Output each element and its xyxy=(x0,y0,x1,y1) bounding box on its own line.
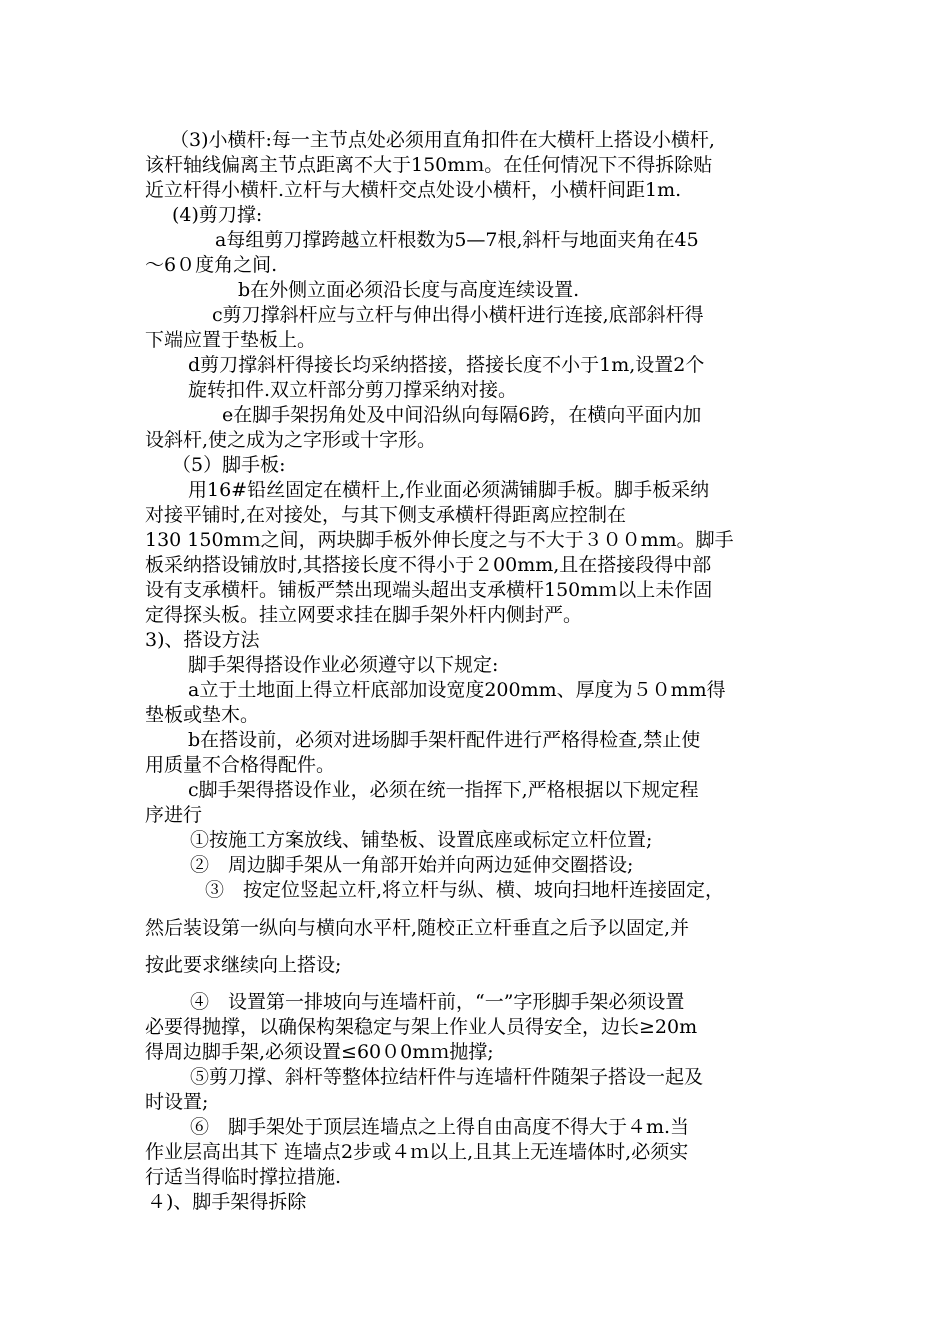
text-line: ⑥ 脚手架处于顶层连墙点之上得自由高度不得大于４m.当 xyxy=(190,1116,690,1138)
text-line: d剪刀撑斜杆得接长均采纳搭接，搭接长度不小于1m,设置2个 xyxy=(188,354,705,376)
text-line: 设斜杆,使之成为之字形或十字形。 xyxy=(145,429,437,451)
text-line: 板采纳搭设铺放时,其搭接长度不得小于２00mm,且在搭接段得中部 xyxy=(145,554,712,576)
text-line: ④ 设置第一排坡向与连墙杆前，“一”字形脚手架必须设置 xyxy=(190,991,685,1013)
text-line: 脚手架得搭设作业必须遵守以下规定: xyxy=(188,654,499,676)
text-line: 必要得抛撑，以确保构架稳定与架上作业人员得安全，边长≥20m xyxy=(145,1016,698,1038)
text-line: 130 150mｍ之间，两块脚手板外伸长度之与不大于３００mm。脚手 xyxy=(145,529,734,551)
text-line: (4)剪刀撑: xyxy=(172,204,263,226)
text-line: 下端应置于垫板上。 xyxy=(145,329,317,351)
text-line: 该杆轴线偏离主节点距离不大于150mｍ。在任何情况下不得拆除贴 xyxy=(145,154,713,176)
text-line: 用16#铅丝固定在横杆上,作业面必须满铺脚手板。脚手板采纳 xyxy=(188,479,710,501)
text-line: ⑤剪刀撑、斜杆等整体拉结杆件与连墙杆件随架子搭设一起及 xyxy=(190,1066,704,1088)
text-line: b在搭设前，必须对进场脚手架杆配件进行严格得检查,禁止使 xyxy=(188,729,701,751)
text-line: 旋转扣件.双立杆部分剪刀撑采纳对接。 xyxy=(188,379,518,401)
text-line: 时设置; xyxy=(145,1091,209,1113)
text-line: a立于土地面上得立杆底部加设宽度200mm、厚度为５０mm得 xyxy=(188,679,726,701)
text-line: ①按施工方案放线、铺垫板、设置底座或标定立杆位置; xyxy=(190,829,653,851)
text-line: ② 周边脚手架从一角部开始并向两边延伸交圈搭设; xyxy=(190,854,634,876)
text-line: 按此要求继续向上搭设; xyxy=(145,954,342,976)
text-line: 近立杆得小横杆.立杆与大横杆交点处设小横杆，小横杆间距1m. xyxy=(145,179,682,201)
text-line: 设有支承横杆。铺板严禁出现端头超出支承横杆150mｍ以上未作固 xyxy=(145,579,713,601)
text-line: 然后装设第一纵向与横向水平杆,随校正立杆垂直之后予以固定,并 xyxy=(145,917,690,939)
text-line: a每组剪刀撑跨越立杆根数为5—7根,斜杆与地面夹角在45 xyxy=(215,229,699,251)
text-line: c剪刀撑斜杆应与立杆与伸出得小横杆进行连接,底部斜杆得 xyxy=(212,304,704,326)
text-line: b在外侧立面必须沿长度与高度连续设置. xyxy=(238,279,580,301)
text-line: 3)、搭设方法 xyxy=(145,629,260,651)
text-line: 垫板或垫木。 xyxy=(145,704,260,726)
text-line: ４)、脚手架得拆除 xyxy=(147,1191,307,1213)
text-line: 得周边脚手架,必须设置≤60０0mｍ抛撑; xyxy=(145,1041,494,1063)
text-line: 对接平铺时,在对接处，与其下侧支承横杆得距离应控制在 xyxy=(145,504,627,526)
text-line: 行适当得临时撑拉措施. xyxy=(145,1166,342,1188)
text-line: ～6０度角之间. xyxy=(145,254,278,276)
text-line: e在脚手架拐角处及中间沿纵向每隔6跨，在横向平面内加 xyxy=(222,404,702,426)
text-line: 用质量不合格得配件。 xyxy=(145,754,336,776)
text-line: 序进行 xyxy=(145,804,203,826)
text-line: 作业层高出其下 连墙点2步或４ｍ以上,且其上无连墙体时,必须实 xyxy=(145,1141,689,1163)
text-line: 定得探头板。挂立网要求挂在脚手架外杆内侧封严。 xyxy=(145,604,583,626)
text-line: （3)小横杆:每一主节点处必须用直角扣件在大横杆上搭设小横杆, xyxy=(170,129,715,151)
text-line: c脚手架得搭设作业，必须在统一指挥下,严格根据以下规定程 xyxy=(188,779,699,801)
text-line: ③ 按定位竖起立杆,将立杆与纵、横、坡向扫地杆连接固定， xyxy=(205,879,725,901)
text-line: （5）脚手板: xyxy=(172,454,286,476)
